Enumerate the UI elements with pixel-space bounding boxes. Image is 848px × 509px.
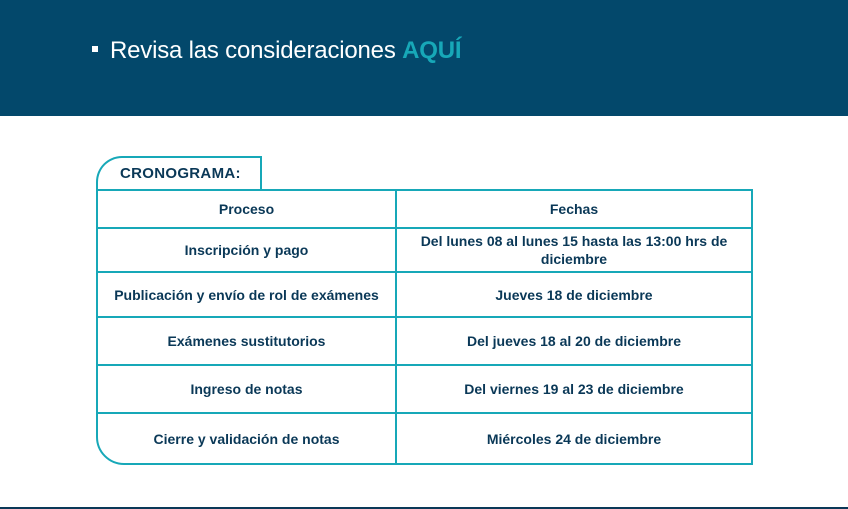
header-banner <box>0 0 848 116</box>
date-cell: Del jueves 18 al 20 de diciembre <box>466 333 681 349</box>
table-row <box>98 229 751 273</box>
header-dates: Fechas <box>549 201 599 217</box>
bullet-icon <box>92 46 98 52</box>
table-row <box>98 414 751 463</box>
date-cell: Del lunes 08 al lunes 15 hasta las 13:00 hrs de diciembre <box>420 233 728 267</box>
process-cell: Publicación y envío de rol de exámenes <box>98 273 397 316</box>
considerations-line <box>92 37 461 65</box>
table-row <box>98 273 751 318</box>
process-cell: Ingreso de notas <box>98 366 397 412</box>
considerations-text: Revisa las consideraciones <box>110 37 396 64</box>
schedule-title-tab <box>96 156 262 190</box>
table-row <box>98 318 751 366</box>
header-process: Proceso <box>98 191 397 227</box>
date-cell: Del viernes 19 al 23 de diciembre <box>464 381 684 397</box>
table-header-row <box>98 191 751 229</box>
schedule-title: CRONOGRAMA: <box>120 165 241 182</box>
process-cell: Inscripción y pago <box>98 229 397 271</box>
schedule-table <box>96 189 753 465</box>
considerations-link[interactable]: AQUÍ <box>402 37 462 64</box>
date-cell: Jueves 18 de diciembre <box>495 286 653 303</box>
table-row <box>98 366 751 414</box>
process-cell: Cierre y validación de notas <box>98 414 397 463</box>
date-cell: Miércoles 24 de diciembre <box>486 430 662 447</box>
process-cell: Exámenes sustitutorios <box>98 318 397 364</box>
